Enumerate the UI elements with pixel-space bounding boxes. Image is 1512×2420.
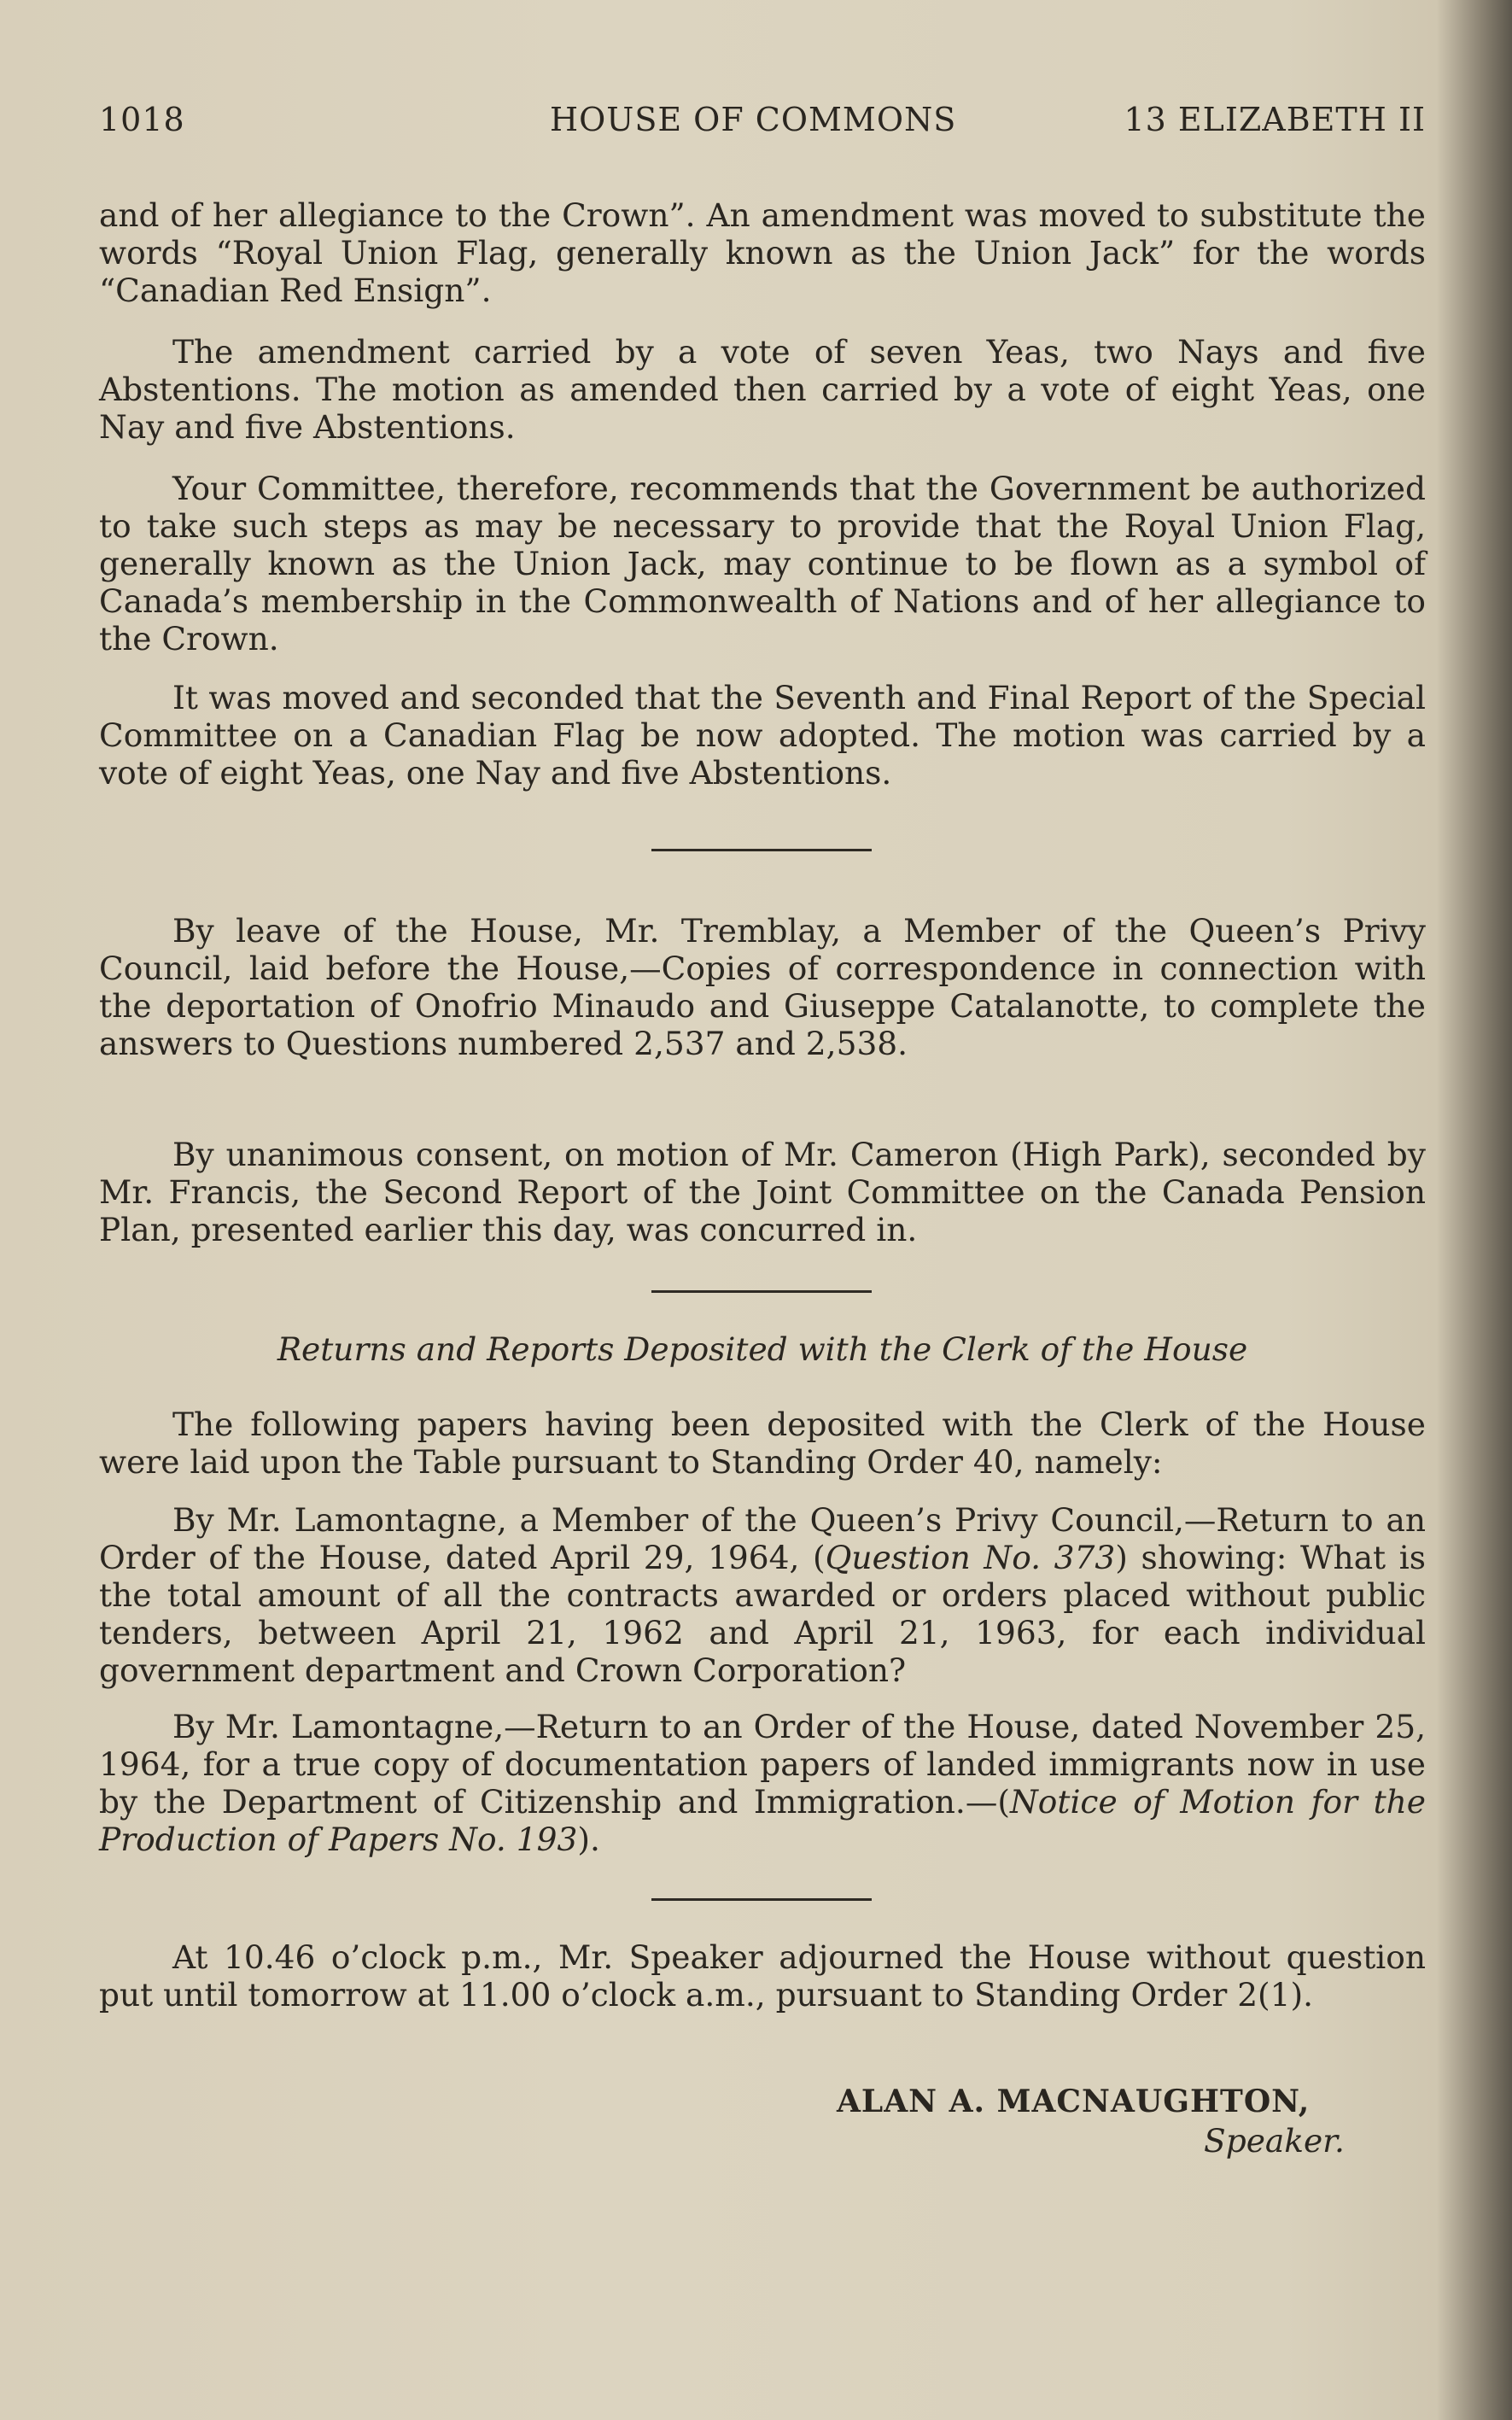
- paragraph-tremblay-correspondence: By leave of the House, Mr. Tremblay, a Member of the Queen’s Privy Council, laid before the House,—Copies of correspondence in connection with the deportation of Onofrio Minaudo and Giuseppe Catalanotte, to complete the answers to Questions numbered 2,537 and 2,538.: [99, 912, 1426, 1062]
- regnal-year: 13 ELIZABETH II: [1124, 101, 1426, 138]
- paragraph-report-adopted: It was moved and seconded that the Seventh and Final Report of the Special Committee on a Canadian Flag be now adopted. The motion was carried by a vote of eight Yeas, one Nay and five Abstentions.: [99, 679, 1426, 792]
- paragraph-lamontagne-return-2: By Mr. Lamontagne,—Return to an Order of the House, dated November 25, 1964, for a true copy of documentation papers of landed immigrants now in use by the Department of Citizenship and Immigration.—(Notice of Motion for the Production of Papers No. 193).: [99, 1708, 1426, 1858]
- signature-name: ALAN A. MACNAUGHTON,: [837, 2084, 1311, 2119]
- running-head: [99, 101, 1426, 143]
- paragraph-recommendation: Your Committee, therefore, recommends that the Government be authorized to take such steps as may be necessary to provide that the Royal Union Flag, generally known as the Union Jack, may continue to be flown as a symbol of Canada’s membership in the Commonwealth of Nations and of her allegiance to the Crown.: [99, 470, 1426, 658]
- paragraph-pension-plan: By unanimous consent, on motion of Mr. Cameron (High Park), seconded by Mr. Francis, the Second Report of the Joint Committee on the Canada Pension Plan, presented earlier this day, was concurred in.: [99, 1136, 1426, 1248]
- paragraph-adjournment: At 10.46 o’clock p.m., Mr. Speaker adjourned the House without question put until tomorrow at 11.00 o’clock a.m., pursuant to Standing Order 2(1).: [99, 1938, 1426, 2014]
- notice-of-motion-reference: Notice of Motion for the Production of Papers No. 193: [99, 1783, 1426, 1858]
- paragraph-amendment: and of her allegiance to the Crown”. An amendment was moved to substitute the words “Royal Union Flag, generally known as the Union Jack” for the words “Canadian Red Ensign”.: [99, 196, 1426, 309]
- paragraph-vote-result: The amendment carried by a vote of seven Yeas, two Nays and five Abstentions. The motion as amended then carried by a vote of eight Yeas, one Nay and five Abstentions.: [99, 333, 1426, 446]
- section-heading: Returns and Reports Deposited with the Clerk of the House: [277, 1330, 1248, 1368]
- section-divider: [651, 849, 872, 851]
- question-reference: Question No. 373: [825, 1539, 1116, 1576]
- page-number: 1018: [99, 101, 185, 138]
- signature-title: Speaker.: [1204, 2122, 1345, 2160]
- page-header-title: HOUSE OF COMMONS: [550, 101, 957, 138]
- section-divider: [651, 1898, 872, 1901]
- paragraph-lamontagne-return-1: By Mr. Lamontagne, a Member of the Queen’s Privy Council,—Return to an Order of the House, dated April 29, 1964, (Question No. 373) showing: What is the total amount of all the contracts awarded or orders placed without public tenders, between April 21, 1962 and April 21, 1963, for each individual government department and Crown Corporation?: [99, 1501, 1426, 1689]
- section-divider: [651, 1290, 872, 1293]
- paragraph-papers-deposited: The following papers having been deposited with the Clerk of the House were laid upon the Table pursuant to Standing Order 40, namely:: [99, 1406, 1426, 1481]
